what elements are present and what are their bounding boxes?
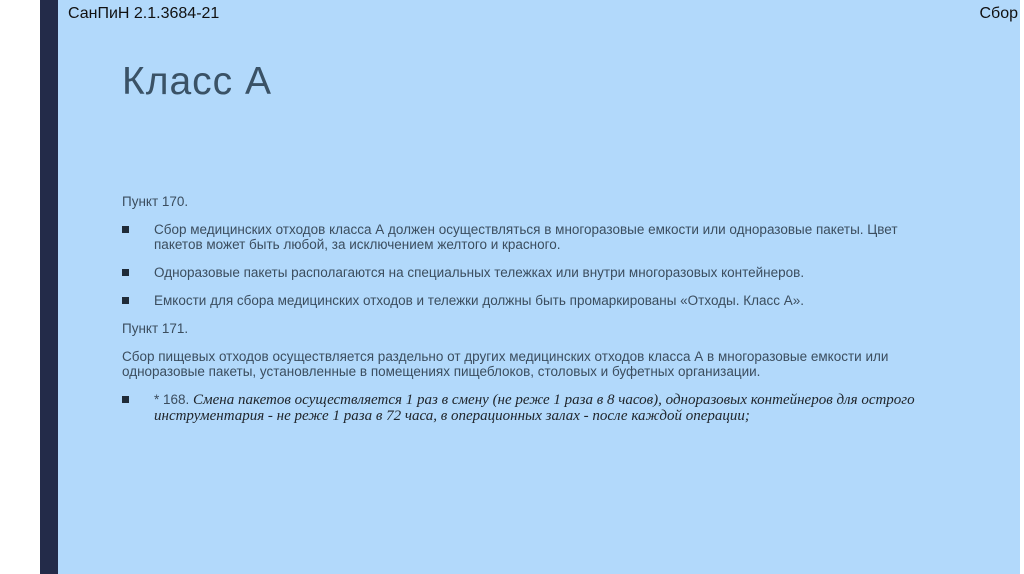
bullet-item bbox=[122, 293, 922, 308]
footnote-number: * 168. bbox=[154, 392, 190, 407]
bullet-text: Емкости для сбора медицинских отходов и тележки должны быть промаркированы «Отходы. Класс А». bbox=[154, 293, 805, 308]
left-decor-strip bbox=[40, 0, 58, 574]
bullet-text: Сбор медицинских отходов класса А должен осуществляться в многоразовые емкости или одноразовые пакеты. Цвет пакетов может быть любой, за исключением желтого и красного. bbox=[154, 222, 898, 252]
bullet-item-italic bbox=[122, 392, 922, 424]
point-171-label: Пункт 171. bbox=[122, 321, 189, 336]
point-171-text: Сбор пищевых отходов осуществляется раздельно от других медицинских отходов класса А в многоразовые емкости или одноразовые пакеты, установленные в помещениях пищеблоков, столовых и буфетных организации. bbox=[122, 349, 889, 379]
document-title: СанПиН 2.1.3684-21 bbox=[68, 5, 220, 22]
bullet-item bbox=[122, 265, 922, 280]
slide-content bbox=[122, 194, 922, 437]
square-bullet-icon bbox=[122, 297, 129, 304]
bullet-text: Одноразовые пакеты располагаются на специальных тележках или внутри многоразовых контейнеров. bbox=[154, 265, 805, 280]
square-bullet-icon bbox=[122, 226, 129, 233]
slide-title: Класс А bbox=[122, 60, 273, 103]
footnote-body: Смена пакетов осуществляется 1 раз в смену (не реже 1 раза в 8 часов), одноразовых контейнеров для острого инструментария - не реже 1 раза в 72 часа, в операционных залах - после каждой операции; bbox=[154, 392, 915, 424]
right-margin bbox=[1020, 0, 1024, 574]
bullet-item bbox=[122, 222, 922, 252]
square-bullet-icon bbox=[122, 269, 129, 276]
point-170-label: Пункт 170. bbox=[122, 194, 189, 209]
square-bullet-icon bbox=[122, 396, 129, 403]
footnote-text bbox=[154, 392, 915, 424]
section-label: Сбор bbox=[979, 5, 1018, 22]
